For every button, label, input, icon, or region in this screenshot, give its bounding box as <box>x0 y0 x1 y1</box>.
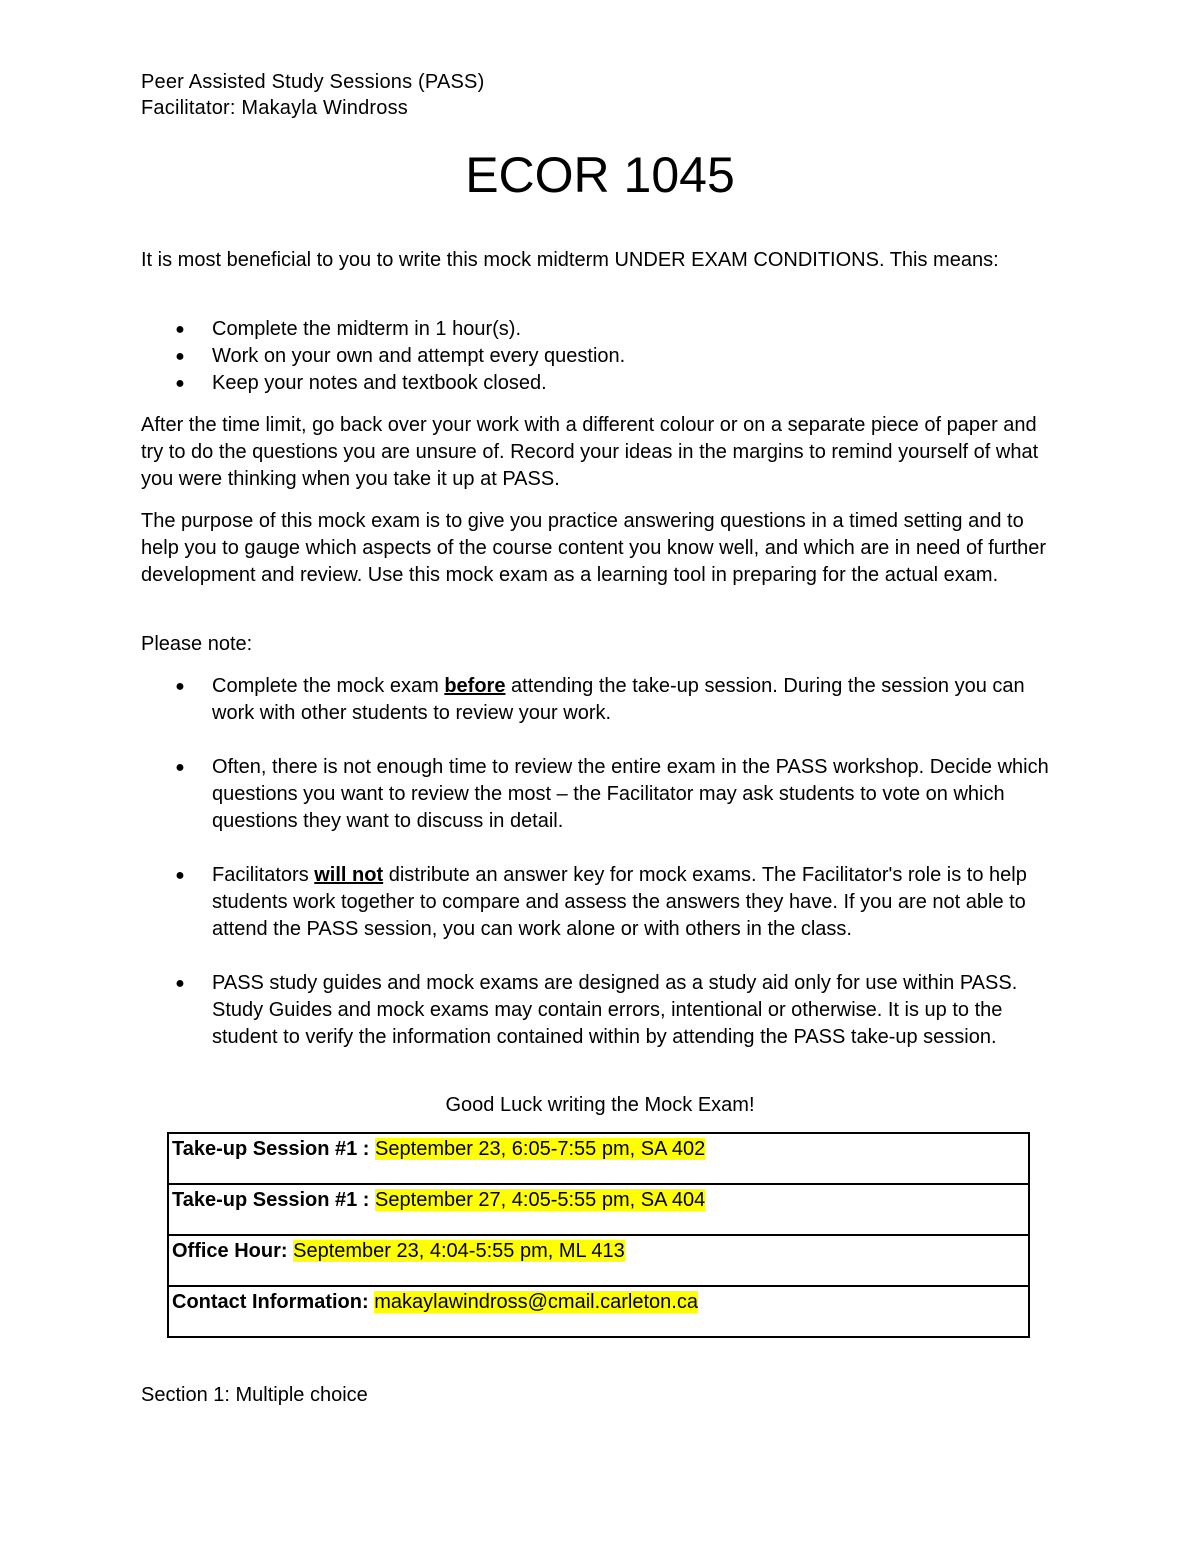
section-heading: Section 1: Multiple choice <box>141 1384 368 1406</box>
table-cell: Take-up Session #1 : September 27, 4:05-5:55 pm, SA 404 <box>168 1184 1029 1235</box>
facilitator-name: Facilitator: Makayla Windross <box>141 97 408 119</box>
emphasis-before: before <box>444 675 506 697</box>
bullet-icon: ● <box>175 867 185 884</box>
bullet-icon: ● <box>175 348 185 365</box>
table-row <box>168 1286 1029 1337</box>
table-row <box>168 1184 1029 1235</box>
bullet-icon: ● <box>175 975 185 992</box>
notes-list <box>141 673 1061 1051</box>
list-item: ● Keep your notes and textbook closed. <box>141 370 1061 397</box>
table-cell: Contact Information: makaylawindross@cmail.carleton.ca <box>168 1286 1029 1337</box>
list-item: ● Complete the midterm in 1 hour(s). <box>141 316 1061 343</box>
after-time-paragraph: After the time limit, go back over your work with a different colour or on a separate piece of paper and try to do the questions you are unsure of. Record your ideas in the margins to remind yourself of what you were thinking when you take it up at PASS. <box>141 414 1039 490</box>
sessions-table <box>167 1132 1030 1338</box>
office-hour-time: September 23, 4:04-5:55 pm, ML 413 <box>293 1240 625 1262</box>
table-row <box>168 1235 1029 1286</box>
bullet-icon: ● <box>175 375 185 392</box>
bullet-icon: ● <box>175 759 185 776</box>
list-item: ● Facilitators will not distribute an answer key for mock exams. The Facilitator's role is to help students work together to compare and assess the answers they have. If you are not able to attend the PASS session, you can work alone or with others in the class. <box>141 862 1061 943</box>
emphasis-will-not: will not <box>314 864 384 886</box>
program-name: Peer Assisted Study Sessions (PASS) <box>141 71 485 93</box>
bullet-icon: ● <box>175 678 185 695</box>
exam-conditions-list <box>141 316 1061 397</box>
bullet-icon: ● <box>175 321 185 338</box>
contact-email[interactable]: makaylawindross@cmail.carleton.ca <box>374 1291 698 1313</box>
table-cell: Office Hour: September 23, 4:04-5:55 pm, ML 413 <box>168 1235 1029 1286</box>
list-item: ● Work on your own and attempt every question. <box>141 343 1061 370</box>
good-luck-message: Good Luck writing the Mock Exam! <box>445 1094 755 1116</box>
page-title: ECOR 1045 <box>465 147 735 203</box>
list-item: ● Often, there is not enough time to review the entire exam in the PASS workshop. Decide which questions you want to review the most – the Facilitator may ask students to vote on which questions they want to discuss in detail. <box>141 754 1061 835</box>
please-note-label: Please note: <box>141 633 253 655</box>
intro-paragraph: It is most beneficial to you to write this mock midterm UNDER EXAM CONDITIONS. This means: <box>141 249 999 271</box>
list-item: ● Complete the mock exam before attending the take-up session. During the session you can work with other students to review your work. <box>141 673 1061 727</box>
table-cell: Take-up Session #1 : September 23, 6:05-7:55 pm, SA 402 <box>168 1133 1029 1184</box>
session-1-time: September 23, 6:05-7:55 pm, SA 402 <box>375 1138 706 1160</box>
purpose-paragraph: The purpose of this mock exam is to give you practice answering questions in a timed setting and to help you to gauge which aspects of the course content you know well, and which are in need of further development and review. Use this mock exam as a learning tool in preparing for the actual exam. <box>141 510 1046 586</box>
list-item: ● PASS study guides and mock exams are designed as a study aid only for use within PASS. Study Guides and mock exams may contain errors, intentional or otherwise. It is up to the student to verify the information contained within by attending the PASS take-up session. <box>141 970 1061 1051</box>
table-row <box>168 1133 1029 1184</box>
session-2-time: September 27, 4:05-5:55 pm, SA 404 <box>375 1189 706 1211</box>
